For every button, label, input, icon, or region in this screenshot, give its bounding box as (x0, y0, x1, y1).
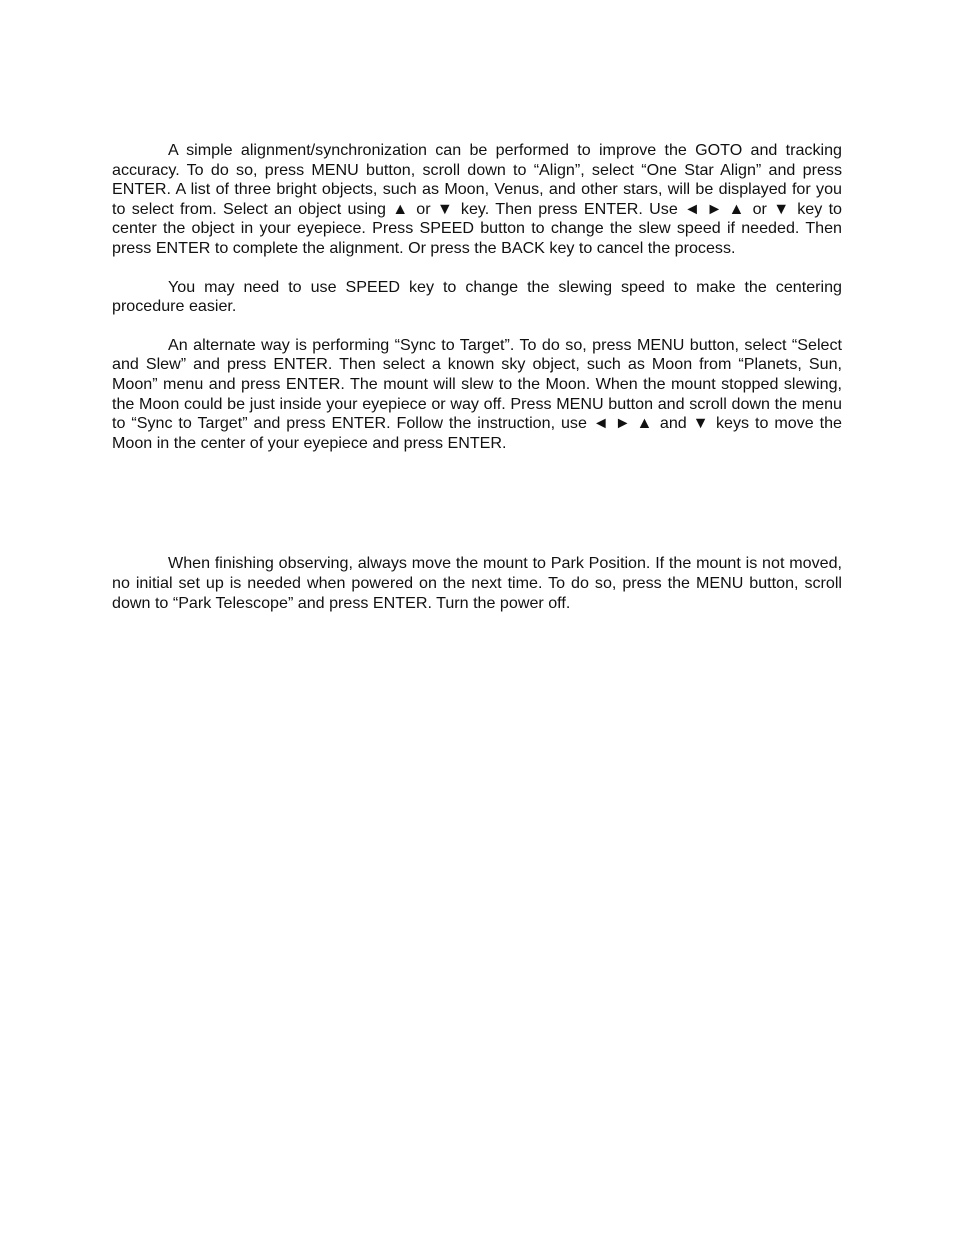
paragraph-park-position: When finishing observing, always move the mount to Park Position. If the mount is not moved, no initial set up is needed when powered on the next time. To do so, press the MENU button, scroll down to “Park Telescope” and press ENTER. Turn the power off. (112, 554, 842, 612)
paragraph-one-star-align: A simple alignment/synchronization can be performed to improve the GOTO and tracking accuracy. To do so, press MENU button, scroll down to “Align”, select “One Star Align” and press ENTER. A list of three bright objects, such as Moon, Venus, and other stars, will be displayed for you to select from. Select an object using ▲ or ▼ key. Then press ENTER. Use ◄ ► ▲ or ▼ key to center the object in your eyepiece. Press SPEED button to change the slew speed if needed. Then press ENTER to complete the alignment. Or press the BACK key to cancel the process. (112, 141, 842, 257)
paragraph-speed-key: You may need to use SPEED key to change the slewing speed to make the centering procedure easier. (112, 277, 842, 316)
paragraph-sync-to-target: An alternate way is performing “Sync to Target”. To do so, press MENU button, select “Select and Slew” and press ENTER. Then select a known sky object, such as Moon from “Planets, Sun, Moon” menu and press ENTER. The mount will slew to the Moon. When the mount stopped slewing, the Moon could be just inside your eyepiece or way off. Press MENU button and scroll down the menu to “Sync to Target” and press ENTER. Follow the instruction, use ◄ ► ▲ and ▼ keys to move the Moon in the center of your eyepiece and press ENTER. (112, 335, 842, 452)
document-body (112, 141, 842, 613)
